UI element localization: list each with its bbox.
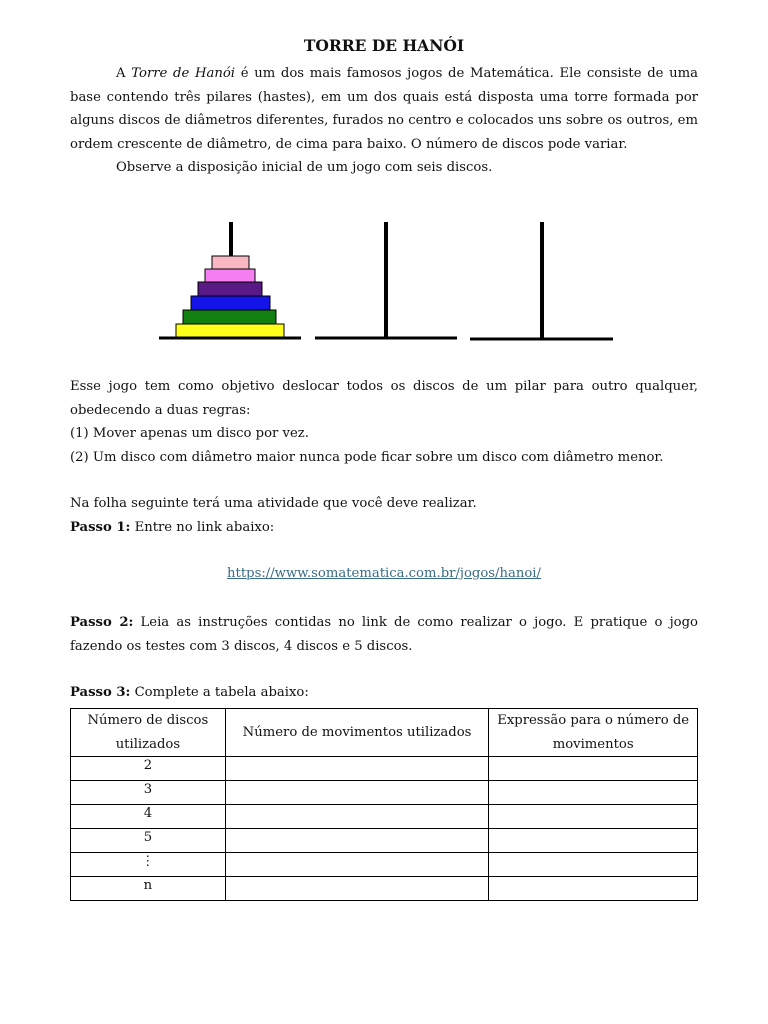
- disc-6: [176, 324, 284, 337]
- step-3-text: Complete a tabela abaixo:: [130, 685, 309, 700]
- moves-cell[interactable]: [225, 877, 489, 901]
- header-discs: Número de discos utilizados: [71, 709, 226, 757]
- expression-cell[interactable]: [489, 805, 698, 829]
- step-3: [70, 681, 698, 705]
- moves-cell[interactable]: [225, 805, 489, 829]
- moves-table: [70, 708, 698, 901]
- table-row: [71, 829, 698, 853]
- observe-paragraph: Observe a disposição inicial de um jogo com seis discos.: [116, 160, 493, 175]
- disc-3: [198, 282, 262, 296]
- intro-body: é um dos mais famosos jogos de Matemática. Ele consiste de uma base contendo três pilares (hastes), em um dos quais está disposta uma torre formada por alguns discos de diâmetros diferentes, furados no centro e colocados uns sobre os outros, em ordem crescente de diâmetro, de cima para baixo. O número de discos pode variar.: [70, 66, 698, 152]
- disc-count-cell: 3: [71, 781, 226, 805]
- step-2-label: Passo 2:: [70, 615, 134, 630]
- step-3-label: Passo 3:: [70, 685, 131, 700]
- base-3: [470, 338, 613, 341]
- disc-5: [183, 310, 276, 324]
- expression-cell[interactable]: [489, 829, 698, 853]
- base-2: [315, 337, 457, 340]
- table-row: [71, 853, 698, 877]
- table-header-row: [71, 709, 698, 757]
- intro-paragraph: [70, 62, 698, 156]
- moves-cell[interactable]: [225, 757, 489, 781]
- step-2-text: Leia as instruções contidas no link de como realizar o jogo. E pratique o jogo fazendo os testes com 3 discos, 4 discos e 5 discos.: [70, 615, 698, 654]
- objective-paragraph: Esse jogo tem como objetivo deslocar todos os discos de um pilar para outro qualquer, obedecendo a duas regras:: [70, 379, 698, 418]
- rod-3: [540, 222, 544, 339]
- moves-cell[interactable]: [225, 829, 489, 853]
- hanoi-game-link[interactable]: https://www.somatematica.com.br/jogos/hanoi/: [227, 566, 541, 581]
- rule-2: (2) Um disco com diâmetro maior nunca pode ficar sobre um disco com diâmetro menor.: [70, 450, 664, 465]
- disc-1: [212, 256, 249, 269]
- header-moves: Número de movimentos utilizados: [225, 709, 489, 757]
- disc-count-cell: 5: [71, 829, 226, 853]
- expression-cell[interactable]: [489, 781, 698, 805]
- rod-1: [229, 222, 233, 258]
- table-row: [71, 757, 698, 781]
- disc-4: [191, 296, 270, 310]
- page-title: TORRE DE HANÓI: [303, 36, 465, 55]
- disc-count-cell: 4: [71, 805, 226, 829]
- expression-cell[interactable]: [489, 757, 698, 781]
- header-expression: Expressão para o número de movimentos: [489, 709, 698, 757]
- step-1: [70, 516, 698, 540]
- activity-note: Na folha seguinte terá uma atividade que você deve realizar.: [70, 496, 477, 511]
- table-row: [71, 805, 698, 829]
- moves-cell[interactable]: [225, 853, 489, 877]
- rule-1: (1) Mover apenas um disco por vez.: [70, 426, 309, 441]
- step-1-text: Entre no link abaixo:: [130, 520, 275, 535]
- rod-2: [384, 222, 388, 338]
- hanoi-figure: [155, 218, 615, 344]
- disc-count-cell: ⋮: [71, 853, 226, 877]
- step-2: [70, 611, 698, 658]
- table-row: [71, 781, 698, 805]
- intro-lead: A: [116, 66, 132, 81]
- disc-count-cell: n: [71, 877, 226, 901]
- moves-cell[interactable]: [225, 781, 489, 805]
- intro-game-name: Torre de Hanói: [131, 66, 236, 81]
- expression-cell[interactable]: [489, 853, 698, 877]
- expression-cell[interactable]: [489, 877, 698, 901]
- disc-2: [205, 269, 255, 282]
- disc-count-cell: 2: [71, 757, 226, 781]
- step-1-label: Passo 1:: [70, 520, 131, 535]
- table-row: [71, 877, 698, 901]
